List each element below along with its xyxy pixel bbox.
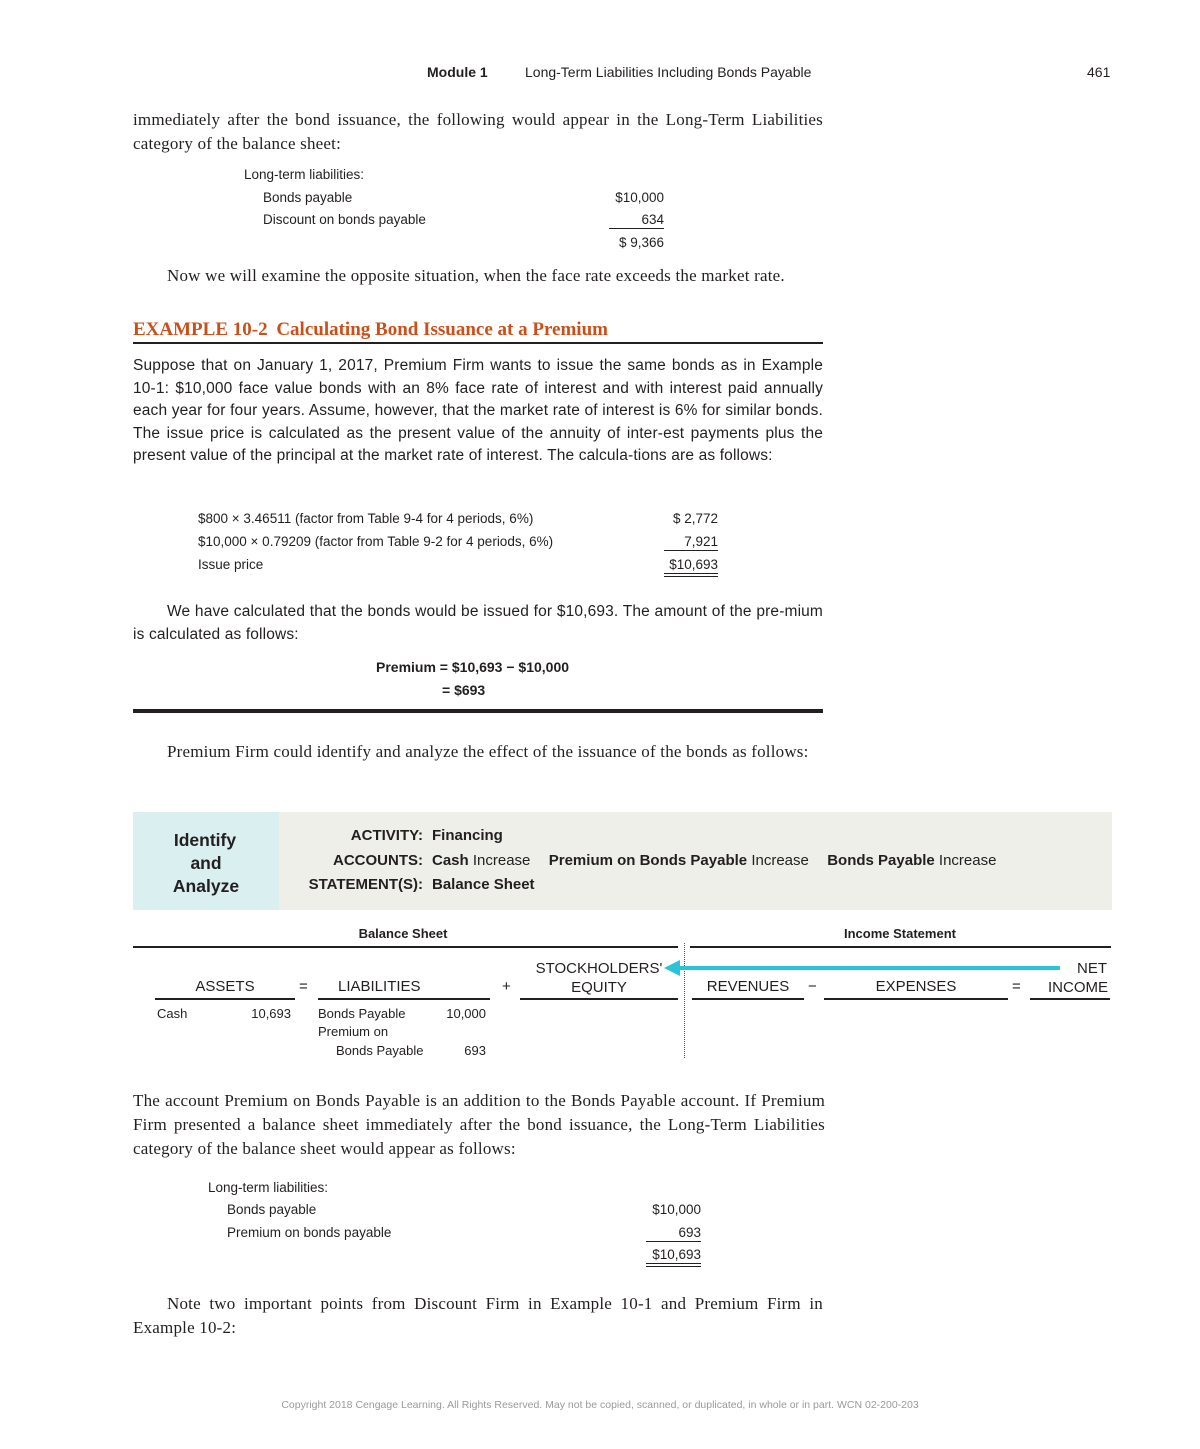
arrow-head (664, 960, 680, 976)
calc-total-value: $10,693 (664, 557, 718, 577)
module-label: Module 1 (427, 64, 488, 80)
premium-explain-paragraph: The account Premium on Bonds Payable is an addition to the Bonds Payable account. If Premium Firm presented a balance sheet immediately after the bond issuance, the Long-Term Liabilities category of the balance sheet would appear as follows: (133, 1091, 825, 1158)
identify-label-line: Identify (173, 830, 237, 850)
page-number: 461 (1087, 64, 1111, 80)
account-direction: Increase (938, 852, 997, 869)
identify-label-line: and (190, 853, 222, 873)
se-line: EQUITY (571, 979, 627, 996)
account-name: Bonds Payable (827, 852, 935, 869)
calc-total-label: Issue price (198, 557, 264, 572)
activity-value: Financing (432, 827, 503, 844)
analyze-paragraph: Premium Firm could identify and analyze the effect of the issuance of the bonds as follows: (167, 742, 809, 761)
calc-row-label: $800 × 3.46511 (factor from Table 9-4 for 4 periods, 6%) (198, 511, 534, 526)
premium-entry-label-line1: Premium on (318, 1024, 389, 1039)
calc-row-value: $ 2,772 (672, 511, 718, 526)
plus-sign: + (502, 978, 511, 995)
premium-row-value: $10,000 (652, 1202, 701, 1217)
discount-row-label: Bonds payable (263, 190, 353, 205)
se-line: STOCKHOLDERS' (535, 960, 663, 977)
premium-row-value: 693 (646, 1225, 701, 1242)
expenses-heading: EXPENSES (875, 978, 957, 995)
closing-arrow (664, 960, 1060, 976)
ni-line: INCOME (1048, 979, 1108, 996)
premium-formula-line2: = $693 (442, 682, 486, 698)
premium-table-heading: Long-term liabilities: (208, 1180, 329, 1195)
intro-paragraph: immediately after the bond issuance, the following would appear in the Long-Term Liabilities category of the balance sheet: (133, 110, 823, 153)
premium-total: $10,693 (646, 1247, 701, 1267)
example-title: Calculating Bond Issuance at a Premium (276, 319, 608, 340)
liabilities-underline (318, 998, 490, 1000)
se-underline (520, 998, 678, 1000)
accounts-label: ACCOUNTS: (333, 852, 423, 869)
bonds-payable-entry-label: Bonds Payable (318, 1006, 406, 1021)
premium-row-label: Bonds payable (227, 1202, 317, 1217)
expenses-underline (824, 998, 1008, 1000)
running-title: Long-Term Liabilities Including Bonds Payable (525, 64, 812, 80)
discount-total: $ 9,366 (618, 235, 664, 250)
account-name: Premium on Bonds Payable (548, 852, 748, 869)
account-direction: Increase (472, 852, 531, 869)
identify-label-line: Analyze (172, 876, 240, 896)
equals-sign: = (1012, 978, 1021, 995)
discount-row-label: Discount on bonds payable (263, 212, 426, 227)
statements-value: Balance Sheet (432, 876, 535, 893)
statements-label: STATEMENT(S): (308, 876, 423, 893)
premium-formula-line1: Premium = $10,693 − $10,000 (376, 659, 570, 675)
transition-paragraph: Now we will examine the opposite situation, when the face rate exceeds the market rate. (167, 266, 785, 285)
income-statement-label: Income Statement (844, 926, 956, 941)
activity-label: ACTIVITY: (350, 827, 423, 844)
ni-line: NET (1077, 960, 1107, 977)
equals-sign: = (299, 978, 308, 995)
example-rule (133, 342, 823, 344)
balance-sheet-label: Balance Sheet (358, 926, 448, 941)
example-heading (133, 319, 608, 341)
account-name: Cash (432, 852, 469, 869)
stockholders-equity-heading (520, 959, 678, 997)
minus-sign: − (808, 978, 817, 995)
example-number: EXAMPLE 10-2 (133, 319, 268, 340)
assets-heading: ASSETS (195, 978, 255, 995)
bonds-payable-entry-value: 10,000 (446, 1006, 486, 1021)
ni-underline (1030, 998, 1110, 1000)
closing-paragraph: Note two important points from Discount Firm in Example 10-1 and Premium Firm in Example 10-2: (133, 1294, 823, 1337)
premium-entry-value: 693 (464, 1043, 486, 1058)
premium-entry-label-line2: Bonds Payable (336, 1043, 424, 1058)
after-calc-paragraph: We have calculated that the bonds would be issued for $10,693. The amount of the pre-mium is calculated as follows: (133, 603, 823, 643)
copyright-footer: Copyright 2018 Cengage Learning. All Rights Reserved. May not be copied, scanned, or duplicated, in whole or in part. WCN 02-200-203 (281, 1399, 919, 1411)
discount-table-heading: Long-term liabilities: (244, 167, 365, 182)
calc-row-value: 7,921 (664, 534, 718, 551)
income-statement-rule (690, 946, 1111, 948)
revenues-heading: REVENUES (706, 978, 790, 995)
accounts-list (432, 852, 996, 869)
example-end-rule (133, 709, 823, 713)
liabilities-heading: LIABILITIES (338, 978, 421, 995)
cash-entry-label: Cash (157, 1006, 188, 1021)
account-direction: Increase (751, 852, 809, 869)
revenues-underline (692, 998, 804, 1000)
discount-row-value: 634 (609, 212, 664, 229)
discount-row-value: $10,000 (615, 190, 664, 205)
calc-row-label: $10,000 × 0.79209 (factor from Table 9-2 for 4 periods, 6%) (198, 534, 554, 549)
balance-sheet-rule (133, 946, 678, 948)
assets-underline (155, 998, 295, 1000)
premium-row-label: Premium on bonds payable (227, 1225, 392, 1240)
cash-entry-value: 10,693 (251, 1006, 291, 1021)
example-body: Suppose that on January 1, 2017, Premium Firm wants to issue the same bonds as in Example 10-1: $10,000 face value bonds with an 8% face rate of interest and with interest paid annually each year for four years. Assume, however, that the market rate of interest is 6% for similar bonds. The issue price is calculated as the present value of the annuity of inter-est payments plus the present value of the principal at the market rate of interest. The calcula-tions are as follows: (133, 357, 823, 464)
identify-analyze-label (133, 829, 279, 898)
